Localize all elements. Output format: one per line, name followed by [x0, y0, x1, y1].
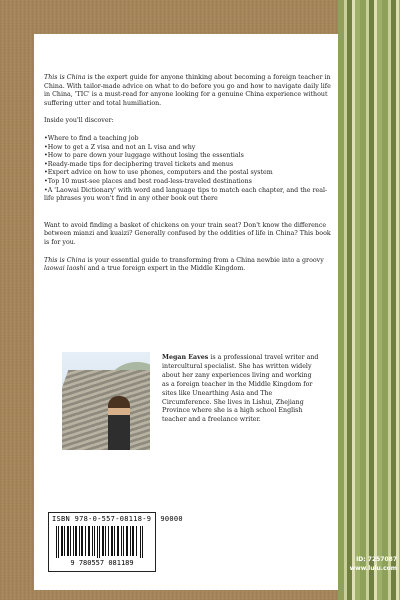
author-bio-text: is a professional travel writer and intercultural specialist. She has written widely about her zany experiences living and working as a foreign teacher in the Middle Kingdom for sites like Unearthing Asia and The Circumference. She lives in Lishui, Zhejiang Province where she is a high school English teacher and a freelance writer.: [162, 354, 319, 424]
green-stripe-band: [338, 0, 400, 600]
closing-end-text: and a true foreign expert in the Middle Kingdom.: [85, 265, 246, 273]
barcode-graphic: [54, 526, 150, 558]
closing-text: is your essential guide to transforming from a China newbie into a groovy: [85, 256, 324, 264]
blurb-text: [44, 74, 332, 283]
list-item: •How to get a Z visa and not an L visa and why: [44, 143, 196, 151]
discover-heading: Inside you'll discover:: [44, 117, 114, 125]
list-item: •How to pare down your luggage without losing the essentials: [44, 152, 244, 160]
book-title-inline: This is China: [44, 74, 86, 81]
publisher-id-block: [349, 555, 397, 573]
barcode-block: [48, 512, 183, 572]
list-item: •A 'Laowai Dictionary' with word and language tips to match each chapter, and the real-life phrases you won't find in any other book out there: [44, 186, 328, 203]
book-title-inline: This is China: [44, 256, 86, 264]
id-label: ID: 7257087: [356, 556, 397, 563]
questions-paragraph: Want to avoid finding a basket of chickens on your train seat? Don't know the difference between mianzi and kuaizi? Generally confused by the oddities of life in China? This book is for you.: [44, 221, 331, 246]
publisher-url: www.lulu.com: [349, 565, 397, 572]
barcode-digits: 9 780557 081189: [70, 559, 134, 567]
list-item: •Ready-made tips for deciphering travel tickets and menus: [44, 160, 234, 168]
price-code: 90000: [160, 515, 183, 523]
list-item: •Top 10 must-see places and best road-less-traveled destinations: [44, 177, 252, 185]
intro-text: is the expert guide for anyone thinking about becoming a foreign teacher in China. With tailor-made advice on what to do before you go and how to navigate daily life in China, 'TIC' is a must-read for anyone looking for a genuine China experience without suffering utter and total humiliation.: [44, 74, 331, 107]
isbn-line: ISBN 978-0-557-08118-9 90000: [52, 515, 183, 523]
list-item: •Expert advice on how to use phones, computers and the postal system: [44, 169, 273, 177]
author-bio: [162, 354, 320, 425]
author-photo: [62, 352, 150, 450]
intro-paragraph: [44, 74, 332, 108]
laowai-laoshi-term: laowai laoshi: [44, 265, 86, 273]
list-item: •Where to find a teaching job: [44, 134, 139, 142]
author-name: Megan Eaves: [162, 354, 209, 361]
discover-list: [44, 135, 332, 204]
closing-paragraph: [44, 257, 332, 274]
